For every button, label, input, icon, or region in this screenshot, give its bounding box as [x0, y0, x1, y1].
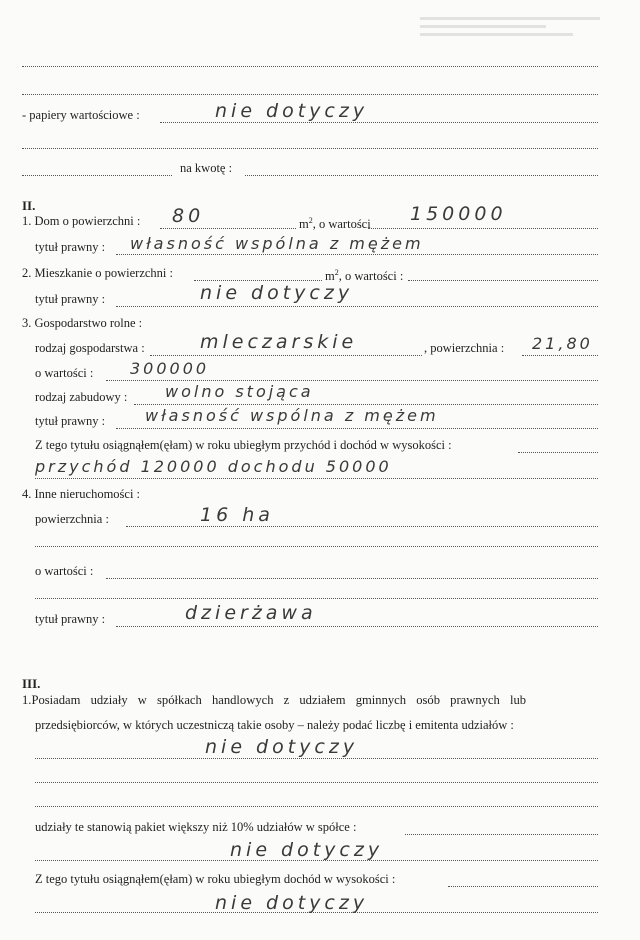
dom-title-label: tytuł prawny : [35, 240, 106, 254]
dom-label: 1. Dom o powierzchni : [22, 214, 141, 228]
gosp-type-label: rodzaj gospodarstwa : [35, 341, 145, 355]
gospodarstwo-label: 3. Gospodarstwo rolne : [22, 316, 143, 330]
inne-value-label: o wartości : [35, 564, 94, 578]
mieszkanie-label: 2. Mieszkanie o powierzchni : [22, 266, 173, 280]
handwritten-papiery: nie dotyczy [215, 100, 369, 122]
gosp-title-label: tytuł prawny : [35, 414, 106, 428]
gosp-value-label: o wartości : [35, 366, 94, 380]
dotted-line [116, 626, 598, 627]
handwritten-gosp-type: mleczarskie [200, 331, 358, 353]
faded-stamp [420, 12, 600, 57]
dom-unit: $m^2$, o wartości [299, 216, 371, 232]
dotted-line [35, 546, 598, 547]
handwritten-inne-title: dzierżawa [185, 602, 317, 624]
handwritten-dom-value: 150000 [410, 203, 507, 225]
section-ii-heading: II. [22, 198, 36, 213]
na-kwote-label: na kwotę : [180, 161, 233, 175]
handwritten-udzialy: nie dotyczy [205, 736, 359, 758]
dotted-line [22, 148, 598, 149]
gosp-build-label: rodzaj zabudowy : [35, 390, 128, 404]
handwritten-pakiet: nie dotyczy [230, 839, 384, 861]
inne-label: 4. Inne nieruchomości : [22, 487, 141, 501]
dotted-line [448, 886, 598, 887]
dotted-line [35, 782, 598, 783]
dotted-line [160, 228, 296, 229]
dotted-line [116, 428, 598, 429]
dotted-line [194, 280, 322, 281]
inne-title-label: tytuł prawny : [35, 612, 106, 626]
dotted-line [35, 478, 598, 479]
handwritten-mieszkanie-title: nie dotyczy [200, 282, 354, 304]
handwritten-gosp-title: własność wspólna z mężem [145, 406, 439, 425]
gosp-income-label: Z tego tytułu osiągnąłem(ęłam) w roku ubiegłym przychód i dochód w wysokości : [35, 438, 452, 452]
dotted-line [408, 280, 598, 281]
dotted-line [160, 122, 598, 123]
mieszkanie-unit: $m^2$, o wartości : [325, 268, 404, 284]
gosp-area-label: , powierzchnia : [424, 341, 505, 355]
section-iii-heading: III. [22, 676, 41, 691]
udzialy-line2: przedsiębiorców, w których uczestniczą takie osoby – należy podać liczbę i emitenta udziałów : [35, 718, 514, 732]
handwritten-income: nie dotyczy [215, 892, 369, 914]
papiery-label: - papiery wartościowe : [22, 108, 140, 122]
handwritten-gosp-income: przychód 120000 dochodu 50000 [35, 457, 392, 476]
handwritten-inne-area: 16 ha [200, 504, 274, 526]
dotted-line [150, 355, 422, 356]
dotted-line [22, 94, 598, 95]
dotted-line [116, 306, 598, 307]
dotted-line [35, 806, 598, 807]
mieszkanie-title-label: tytuł prawny : [35, 292, 106, 306]
dotted-line [22, 66, 598, 67]
handwritten-gosp-area: 21,80 [532, 334, 593, 353]
dotted-line [22, 175, 172, 176]
dotted-line [106, 380, 598, 381]
dotted-line [522, 355, 598, 356]
handwritten-gosp-build: wolno stojąca [165, 382, 314, 401]
handwritten-dom-title: własność wspólna z mężem [130, 234, 424, 253]
pakiet-label: udziały te stanowią pakiet większy niż 10% udziałów w spółce : [35, 820, 357, 834]
dotted-line [35, 598, 598, 599]
handwritten-gosp-value: 300000 [130, 359, 210, 378]
dotted-line [518, 452, 598, 453]
handwritten-dom-area: 80 [172, 205, 205, 227]
dotted-line [106, 578, 598, 579]
dotted-line [134, 404, 598, 405]
dotted-line [368, 228, 598, 229]
dotted-line [116, 254, 598, 255]
udzialy-line1: 1.Posiadam udziały w spółkach handlowych z udziałem gminnych osób prawnych lub [22, 693, 527, 707]
dotted-line [405, 834, 598, 835]
inne-area-label: powierzchnia : [35, 512, 109, 526]
dotted-line [35, 758, 598, 759]
income-label: Z tego tytułu osiągnąłem(ęłam) w roku ubiegłym dochód w wysokości : [35, 872, 396, 886]
dotted-line [126, 526, 598, 527]
dotted-line [245, 175, 598, 176]
